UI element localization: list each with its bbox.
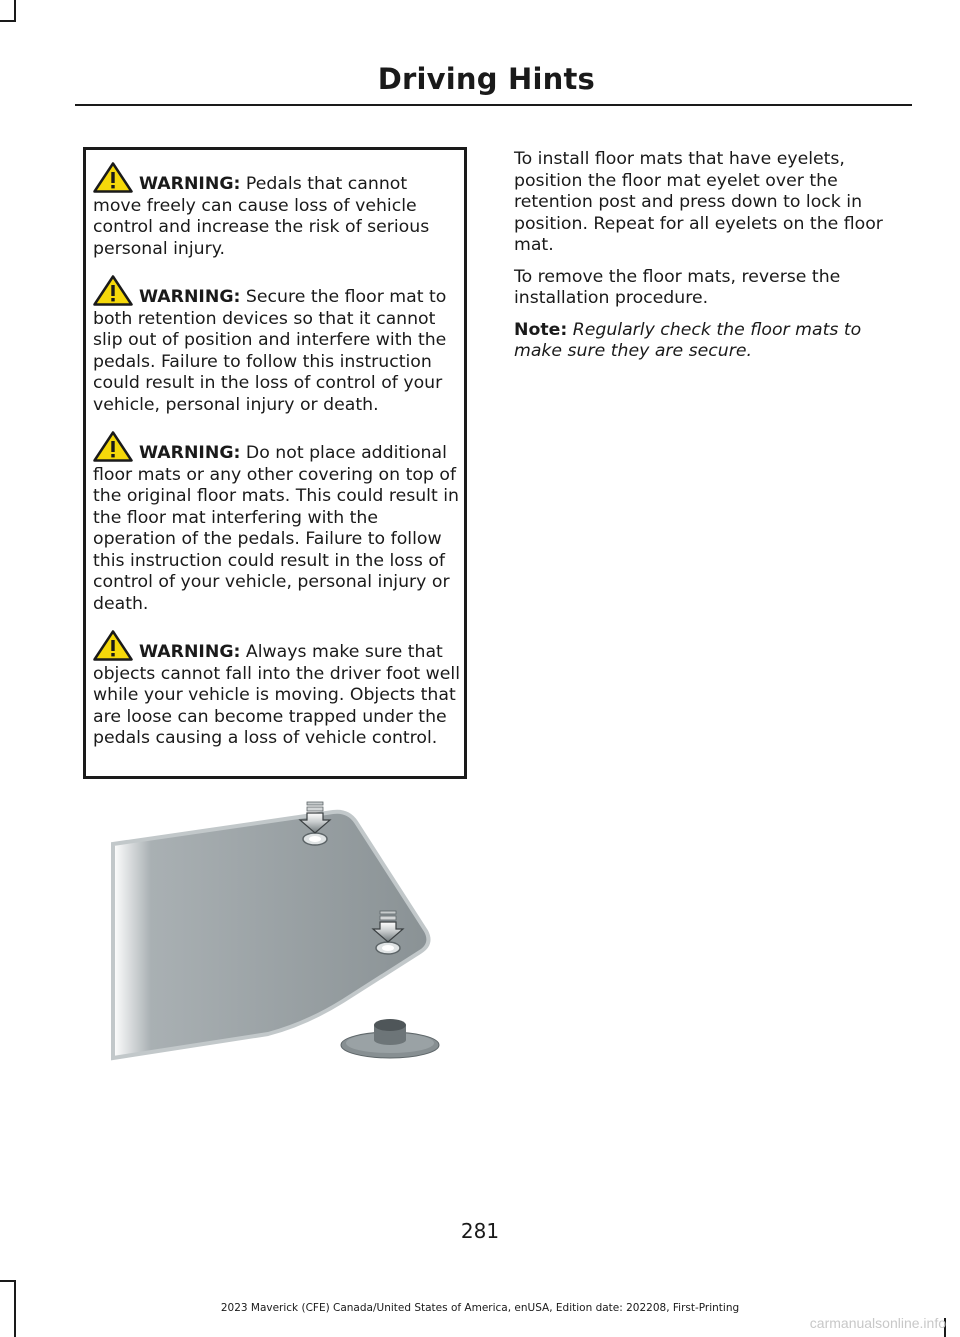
warning-text: Always make sure that objects cannot fall into the driver foot well while your vehicle is moving. Objects that are loose can become trapped under the pedals causing a loss of vehicle control. — [93, 642, 461, 748]
page-number: 281 — [460, 1219, 500, 1243]
warning-triangle-icon — [93, 275, 133, 306]
crop-mark-top-left-horizontal — [0, 20, 16, 22]
eyelet-top — [303, 833, 327, 845]
warning-box — [83, 147, 467, 779]
note-text: Regularly check the floor mats to make sure they are secure. — [514, 319, 862, 361]
crop-mark-bottom-left-horizontal — [0, 1280, 16, 1282]
warning-triangle-icon — [93, 431, 133, 462]
instructions-column — [514, 149, 910, 373]
warning-label: WARNING: — [139, 174, 241, 194]
warning-secure-mat — [93, 275, 460, 416]
section-title: Driving Hints — [377, 62, 595, 96]
warning-triangle-icon — [93, 630, 133, 661]
warning-triangle-icon — [93, 162, 133, 193]
crop-mark-top-left-vertical — [14, 0, 16, 22]
remove-paragraph: To remove the floor mats, reverse the installation procedure. — [514, 266, 841, 308]
eyelet-bottom — [376, 942, 400, 954]
warning-pedals — [93, 162, 460, 260]
warning-additional-mats — [93, 431, 460, 615]
note-paragraph — [514, 320, 910, 363]
warning-text: Pedals that cannot move freely can cause loss of vehicle control and increase the risk of serious personal injury. — [93, 174, 430, 259]
title-divider — [75, 104, 912, 106]
warning-label: WARNING: — [139, 443, 241, 463]
warning-text: Secure the floor mat to both retention devices so that it cannot slip out of position and interfere with the pedals. Failure to follow this instruction could result in the loss of control of your vehicle, personal injury or death. — [93, 287, 447, 415]
warning-label: WARNING: — [139, 287, 241, 307]
warning-label: WARNING: — [139, 642, 241, 662]
retention-post — [341, 1019, 439, 1058]
watermark: carmanualsonline.info — [809, 1315, 946, 1331]
note-label: Note: — [514, 319, 568, 340]
floor-mat-illustration — [108, 796, 448, 1066]
warning-loose-objects — [93, 630, 460, 750]
footer-edition: 2023 Maverick (CFE) Canada/United States of America, enUSA, Edition date: 202208, First-Printing — [220, 1302, 740, 1314]
warning-text: Do not place additional floor mats or any other covering on top of the original floor mats. This could result in the floor mat interfering with the operation of the pedals. Failure to follow this instruction could result in the loss of control of your vehicle, personal injury or death. — [93, 443, 459, 614]
install-paragraph: To install floor mats that have eyelets, position the floor mat eyelet over the retention post and press down to lock in position. Repeat for all eyelets on the floor mat. — [514, 149, 883, 255]
